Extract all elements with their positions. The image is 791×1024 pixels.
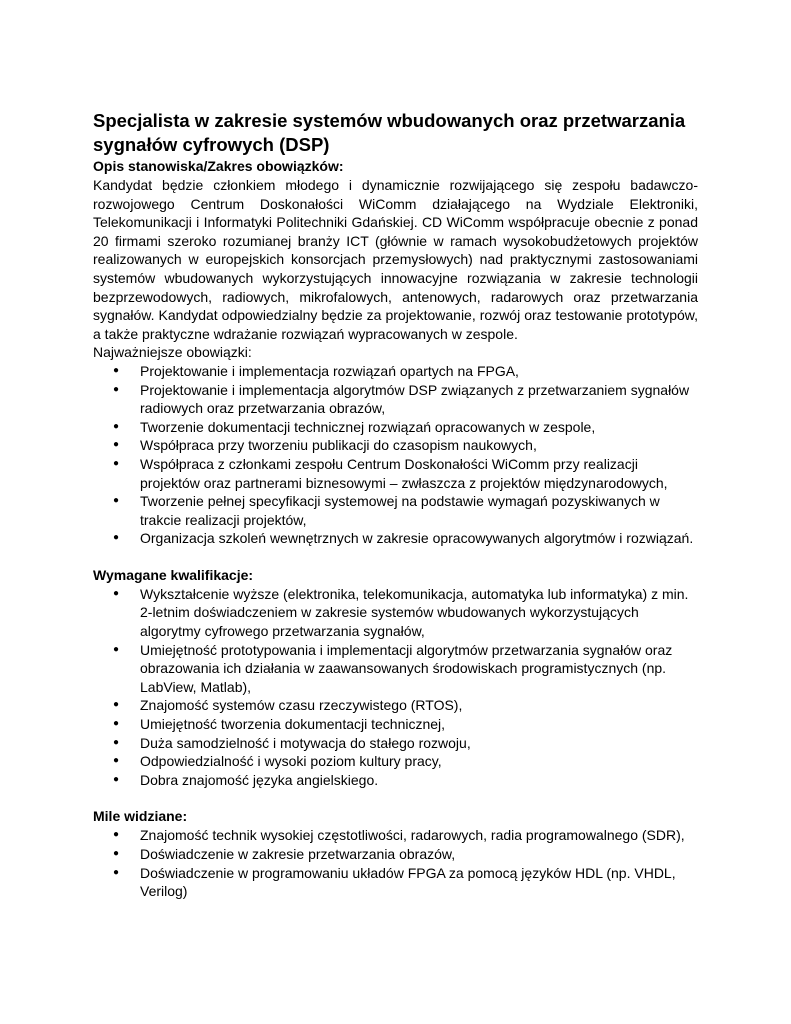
list-item: ● Współpraca przy tworzeniu publikacji do czasopism naukowych, bbox=[93, 436, 698, 455]
list-item: ● Doświadczenie w programowaniu układów FPGA za pomocą języków HDL (np. VHDL, Verilog) bbox=[93, 864, 698, 901]
description-paragraph: Kandydat będzie członkiem młodego i dynamicznie rozwijającego się zespołu badawczo-rozwojowego Centrum Doskonałości WiComm działającego na Wydziale Elektroniki, Telekomunikacji i Informatyki Politechniki Gdańskiej. CD WiComm współpracuje obecnie z ponad 20 firmami szeroko rozumianej branży ICT (głównie w ramach wysokobudżetowych projektów realizowanych w europejskich konsorcjach przemysłowych) nad praktycznymi zastosowaniami systemów wbudowanych wykorzystujących innowacyjne rozwiązania w zakresie technologii bezprzewodowych, radiowych, mikrofalowych, antenowych, radarowych oraz przetwarzania sygnałów. Kandydat odpowiedzialny będzie za projektowanie, rozwój oraz testowanie prototypów, a także praktyczne wdrażanie rozwiązań wypracowanych w zespole. bbox=[93, 177, 698, 342]
spacer bbox=[93, 789, 698, 807]
list-item: ● Tworzenie pełnej specyfikacji systemowej na podstawie wymagań pozyskiwanych w trakcie realizacji projektów, bbox=[93, 492, 698, 529]
list-item: ● Tworzenie dokumentacji technicznej rozwiązań opracowanych w zespole, bbox=[93, 418, 698, 437]
list-item: ● Odpowiedzialność i wysoki poziom kultury pracy, bbox=[93, 752, 698, 771]
list-item: ● Znajomość technik wysokiej częstotliwości, radarowych, radia programowalnego (SDR), bbox=[93, 826, 698, 845]
nice-to-have-heading: Mile widziane: bbox=[93, 808, 188, 825]
spacer bbox=[93, 548, 698, 566]
list-item: ● Projektowanie i implementacja rozwiązań opartych na FPGA, bbox=[93, 362, 698, 381]
nice-to-have-list bbox=[93, 826, 698, 900]
list-item: ● Znajomość systemów czasu rzeczywistego (RTOS), bbox=[93, 696, 698, 715]
list-item: ● Umiejętność prototypowania i implementacji algorytmów przetwarzania sygnałów oraz obrazowania ich działania w zaawansowanych środowiskach programistycznych (np. LabView, Matlab), bbox=[93, 641, 698, 697]
list-item: ● Dobra znajomość języka angielskiego. bbox=[93, 771, 698, 790]
list-item: ● Wykształcenie wyższe (elektronika, telekomunikacja, automatyka lub informatyka) z min. 2-letnim doświadczeniem w zakresie systemów wbudowanych wykorzystujących algorytmy cyfrowego przetwarzania sygnałów, bbox=[93, 585, 698, 641]
duties-list bbox=[93, 362, 698, 548]
document-page bbox=[93, 109, 698, 901]
list-item: ● Duża samodzielność i motywacja do stałego rozwoju, bbox=[93, 734, 698, 753]
requirements-heading: Wymagane kwalifikacje: bbox=[93, 566, 254, 583]
duties-intro: Najważniejsze obowiązki: bbox=[93, 344, 252, 361]
list-item: ● Doświadczenie w zakresie przetwarzania obrazów, bbox=[93, 845, 698, 864]
description-heading: Opis stanowiska/Zakres obowiązków: bbox=[93, 158, 344, 174]
list-item: ● Projektowanie i implementacja algorytmów DSP związanych z przetwarzaniem sygnałów radiowych oraz przetwarzania obrazów, bbox=[93, 381, 698, 418]
list-item: ● Organizacja szkoleń wewnętrznych w zakresie opracowywanych algorytmów i rozwiązań. bbox=[93, 529, 698, 548]
list-item: ● Umiejętność tworzenia dokumentacji technicznej, bbox=[93, 715, 698, 734]
list-item: ● Współpraca z członkami zespołu Centrum Doskonałości WiComm przy realizacji projektów oraz partnerami biznesowymi – zwłaszcza z projektów międzynarodowych, bbox=[93, 455, 698, 492]
requirements-list bbox=[93, 585, 698, 790]
page-title: Specjalista w zakresie systemów wbudowanych oraz przetwarzania sygnałów cyfrowych (DSP) bbox=[93, 110, 686, 155]
